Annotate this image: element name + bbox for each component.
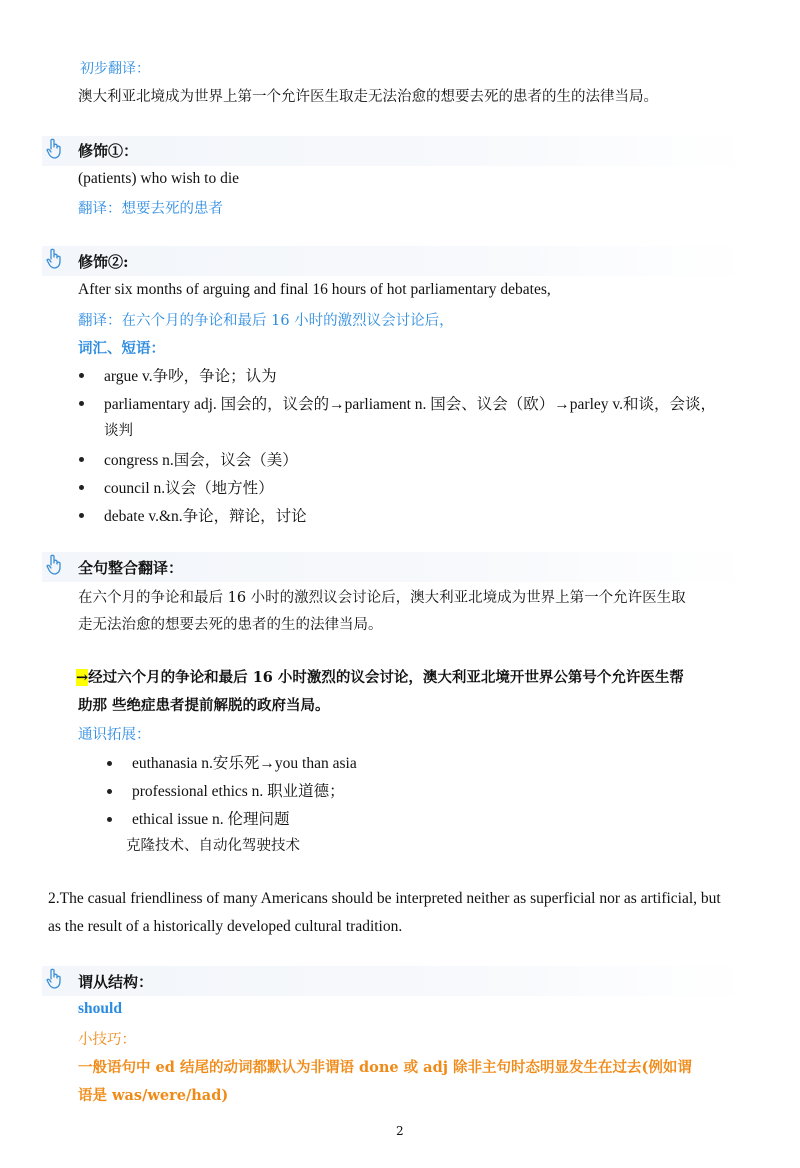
full-translation-heading: 全句整合翻译： [78, 559, 184, 577]
extension-extra: 克隆技术、自动化驾驶技术 [126, 838, 300, 854]
section-band [42, 136, 752, 166]
vocab-label: 词汇、短语： [78, 340, 165, 357]
modifier-2-heading: 修饰②: [78, 253, 129, 271]
bullet-dot [79, 485, 84, 490]
bullet-dot [107, 789, 112, 794]
refined-translation-text: 经过六个月的争论和最后 16 小时激烈的议会讨论，澳大利亚北境开世界公第号个允许医生帮 [88, 669, 684, 686]
keyword-should: should [78, 1000, 122, 1017]
section-band [42, 246, 752, 276]
pointing-hand-icon [46, 968, 64, 990]
modifier-2-english: After six months of arguing and final 16 hours of hot parliamentary debates, [78, 281, 551, 298]
initial-translation-text: 澳大利亚北境成为世界上第一个允许医生取走无法治愈的想要去死的患者的生的法律当局。 [78, 89, 658, 105]
full-translation-line: 在六个月的争论和最后 16 小时的激烈议会讨论后，澳大利亚北境成为世界上第一个允许医生取 [78, 590, 686, 606]
bullet-dot [79, 513, 84, 518]
initial-translation-label: 初步翻译： [80, 61, 150, 77]
vocab-item: argue v.争吵，争论；认为 [104, 368, 277, 385]
bullet-dot [79, 401, 84, 406]
modifier-1-english: (patients) who wish to die [78, 170, 240, 187]
arrow-highlight: → [76, 669, 89, 686]
full-translation-line: 走无法治愈的想要去死的患者的生的法律当局。 [78, 617, 383, 633]
question-2-line: as the result of a historically developed cultural tradition. [48, 918, 403, 935]
pointing-hand-icon [46, 554, 64, 576]
refined-translation-line: 助那 些绝症患者提前解脱的政府当局。 [78, 697, 330, 714]
extension-item: ethical issue n. 伦理问题 [132, 811, 290, 828]
extension-item: professional ethics n. 职业道德； [132, 783, 345, 800]
bullet-dot [79, 457, 84, 462]
extension-item: euthanasia n.安乐死→you than asia [132, 755, 357, 772]
page-number: 2 [396, 1124, 404, 1138]
vocab-item: congress n.国会，议会（美） [104, 452, 298, 469]
modifier-2-translation: 翻译：在六个月的争论和最后 16 小时的激烈议会讨论后， [78, 313, 454, 329]
tip-text-line: 语是 was/were/had) [78, 1087, 229, 1104]
modifier-1-translation: 翻译：想要去死的患者 [78, 201, 223, 217]
bullet-dot [107, 817, 112, 822]
vocab-item-continuation: 谈判 [104, 423, 133, 439]
question-2-line: 2.The casual friendliness of many Americans should be interpreted neither as superficial nor as artificial, but [48, 890, 721, 907]
bullet-dot [79, 373, 84, 378]
vocab-item: debate v.&n.争论，辩论，讨论 [104, 508, 307, 525]
general-knowledge-label: 通识拓展： [78, 727, 151, 743]
tip-text-line: 一般语句中 ed 结尾的动词都默认为非谓语 done 或 adj 除非主句时态明显发生在过去(例如谓 [78, 1059, 692, 1076]
refined-translation-line [76, 666, 684, 687]
vocab-item: council n.议会（地方性） [104, 480, 274, 497]
bullet-dot [107, 761, 112, 766]
vocab-item: parliamentary adj. 国会的，议会的→parliament n. 国会、议会（欧）→parley v.和谈，会谈， [104, 396, 717, 413]
modifier-1-heading: 修饰①： [78, 142, 139, 160]
pointing-hand-icon [46, 248, 64, 270]
predicate-clause-heading: 谓从结构： [78, 973, 154, 991]
pointing-hand-icon [46, 138, 64, 160]
tip-label: 小技巧： [78, 1032, 136, 1048]
